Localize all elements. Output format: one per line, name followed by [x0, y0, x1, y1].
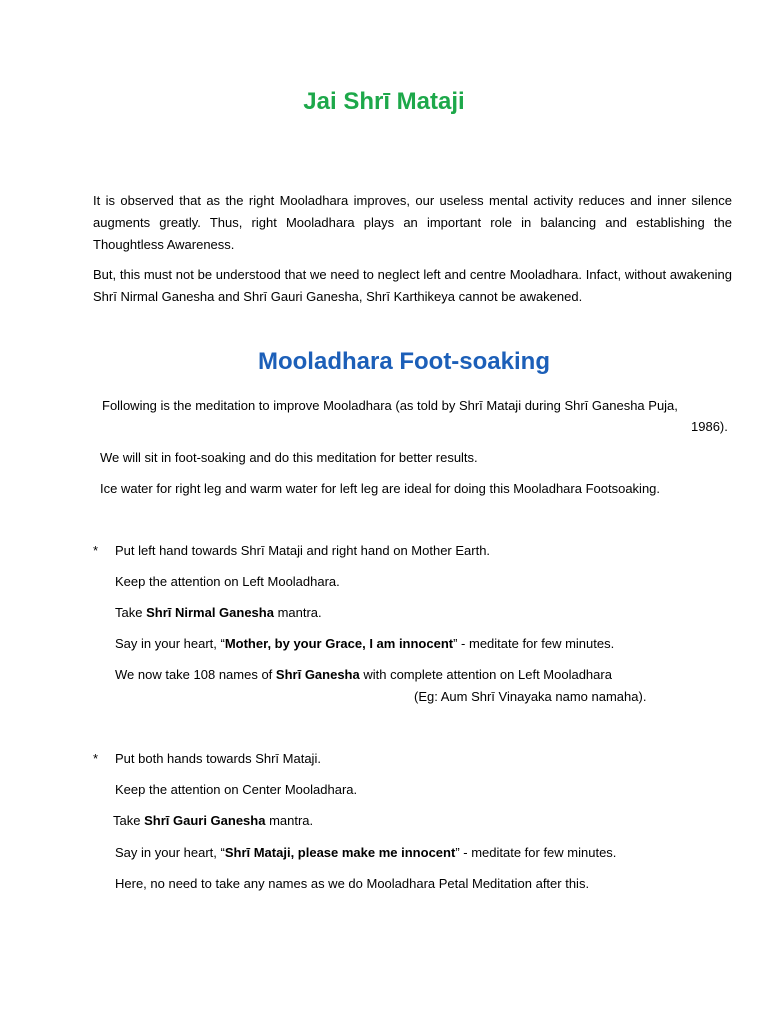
step1-mantra-name: Shrī Nirmal Ganesha [146, 605, 274, 620]
following-line-1: Following is the meditation to improve Mooladhara (as told by Shrī Mataji during Shrī Ganesha Puja, [102, 398, 678, 413]
section-title: Mooladhara Foot-soaking [257, 348, 550, 375]
step1-hands: Put left hand towards Shrī Mataji and right hand on Mother Earth. [115, 543, 491, 558]
step2-mantra-name: Shrī Gauri Ganesha [144, 813, 266, 828]
intro-paragraph-1: It is observed that as the right Mooladhara improves, our useless mental activity reduces and inner silence augments greatly. Thus, right Mooladhara plays an important role in balancing and establishing the Thoughtless Awareness. [93, 193, 732, 252]
bullet-1: * [93, 543, 99, 558]
step2-hands: Put both hands towards Shrī Mataji. [115, 751, 321, 766]
water-line: Ice water for right leg and warm water for left leg are ideal for doing this Mooladhara Footsoaking. [100, 481, 661, 496]
step1-deity: Shrī Ganesha [275, 667, 360, 682]
step1-affirmation-text: Mother, by your Grace, I am innocent [224, 636, 454, 651]
step2-attention: Keep the attention on Center Mooladhara. [115, 782, 358, 797]
step1-names: We now take 108 names of Shrī Ganesha with complete attention on Left Mooladhara [115, 667, 612, 682]
step2-affirmation-text: Shrī Mataji, please make me innocent [224, 845, 456, 860]
foot-soaking-line: We will sit in foot-soaking and do this meditation for better results. [100, 450, 478, 465]
step2-affirmation: Say in your heart, “Shrī Mataji, please make me innocent” - meditate for few minutes. [115, 845, 617, 860]
step2-note: Here, no need to take any names as we do Mooladhara Petal Meditation after this. [115, 876, 590, 891]
step1-example: (Eg: Aum Shrī Vinayaka namo namaha). [414, 689, 647, 704]
bullet-2: * [93, 751, 99, 766]
intro-paragraph-2: But, this must not be understood that we need to neglect left and centre Mooladhara. Infact, without awakening Shrī Nirmal Ganesha and Shrī Gauri Ganesha, Shrī Karthikeya cannot be awakened. [93, 267, 732, 304]
step1-attention: Keep the attention on Left Mooladhara. [115, 574, 340, 589]
step1-affirmation: Say in your heart, “Mother, by your Grace, I am innocent” - meditate for few minutes. [115, 636, 615, 651]
following-line-2: 1986). [691, 419, 728, 434]
page-title: Jai Shrī Mataji [303, 88, 465, 115]
step2-mantra: Take Shrī Gauri Ganesha mantra. [113, 813, 314, 828]
step1-mantra: Take Shrī Nirmal Ganesha mantra. [115, 605, 322, 620]
